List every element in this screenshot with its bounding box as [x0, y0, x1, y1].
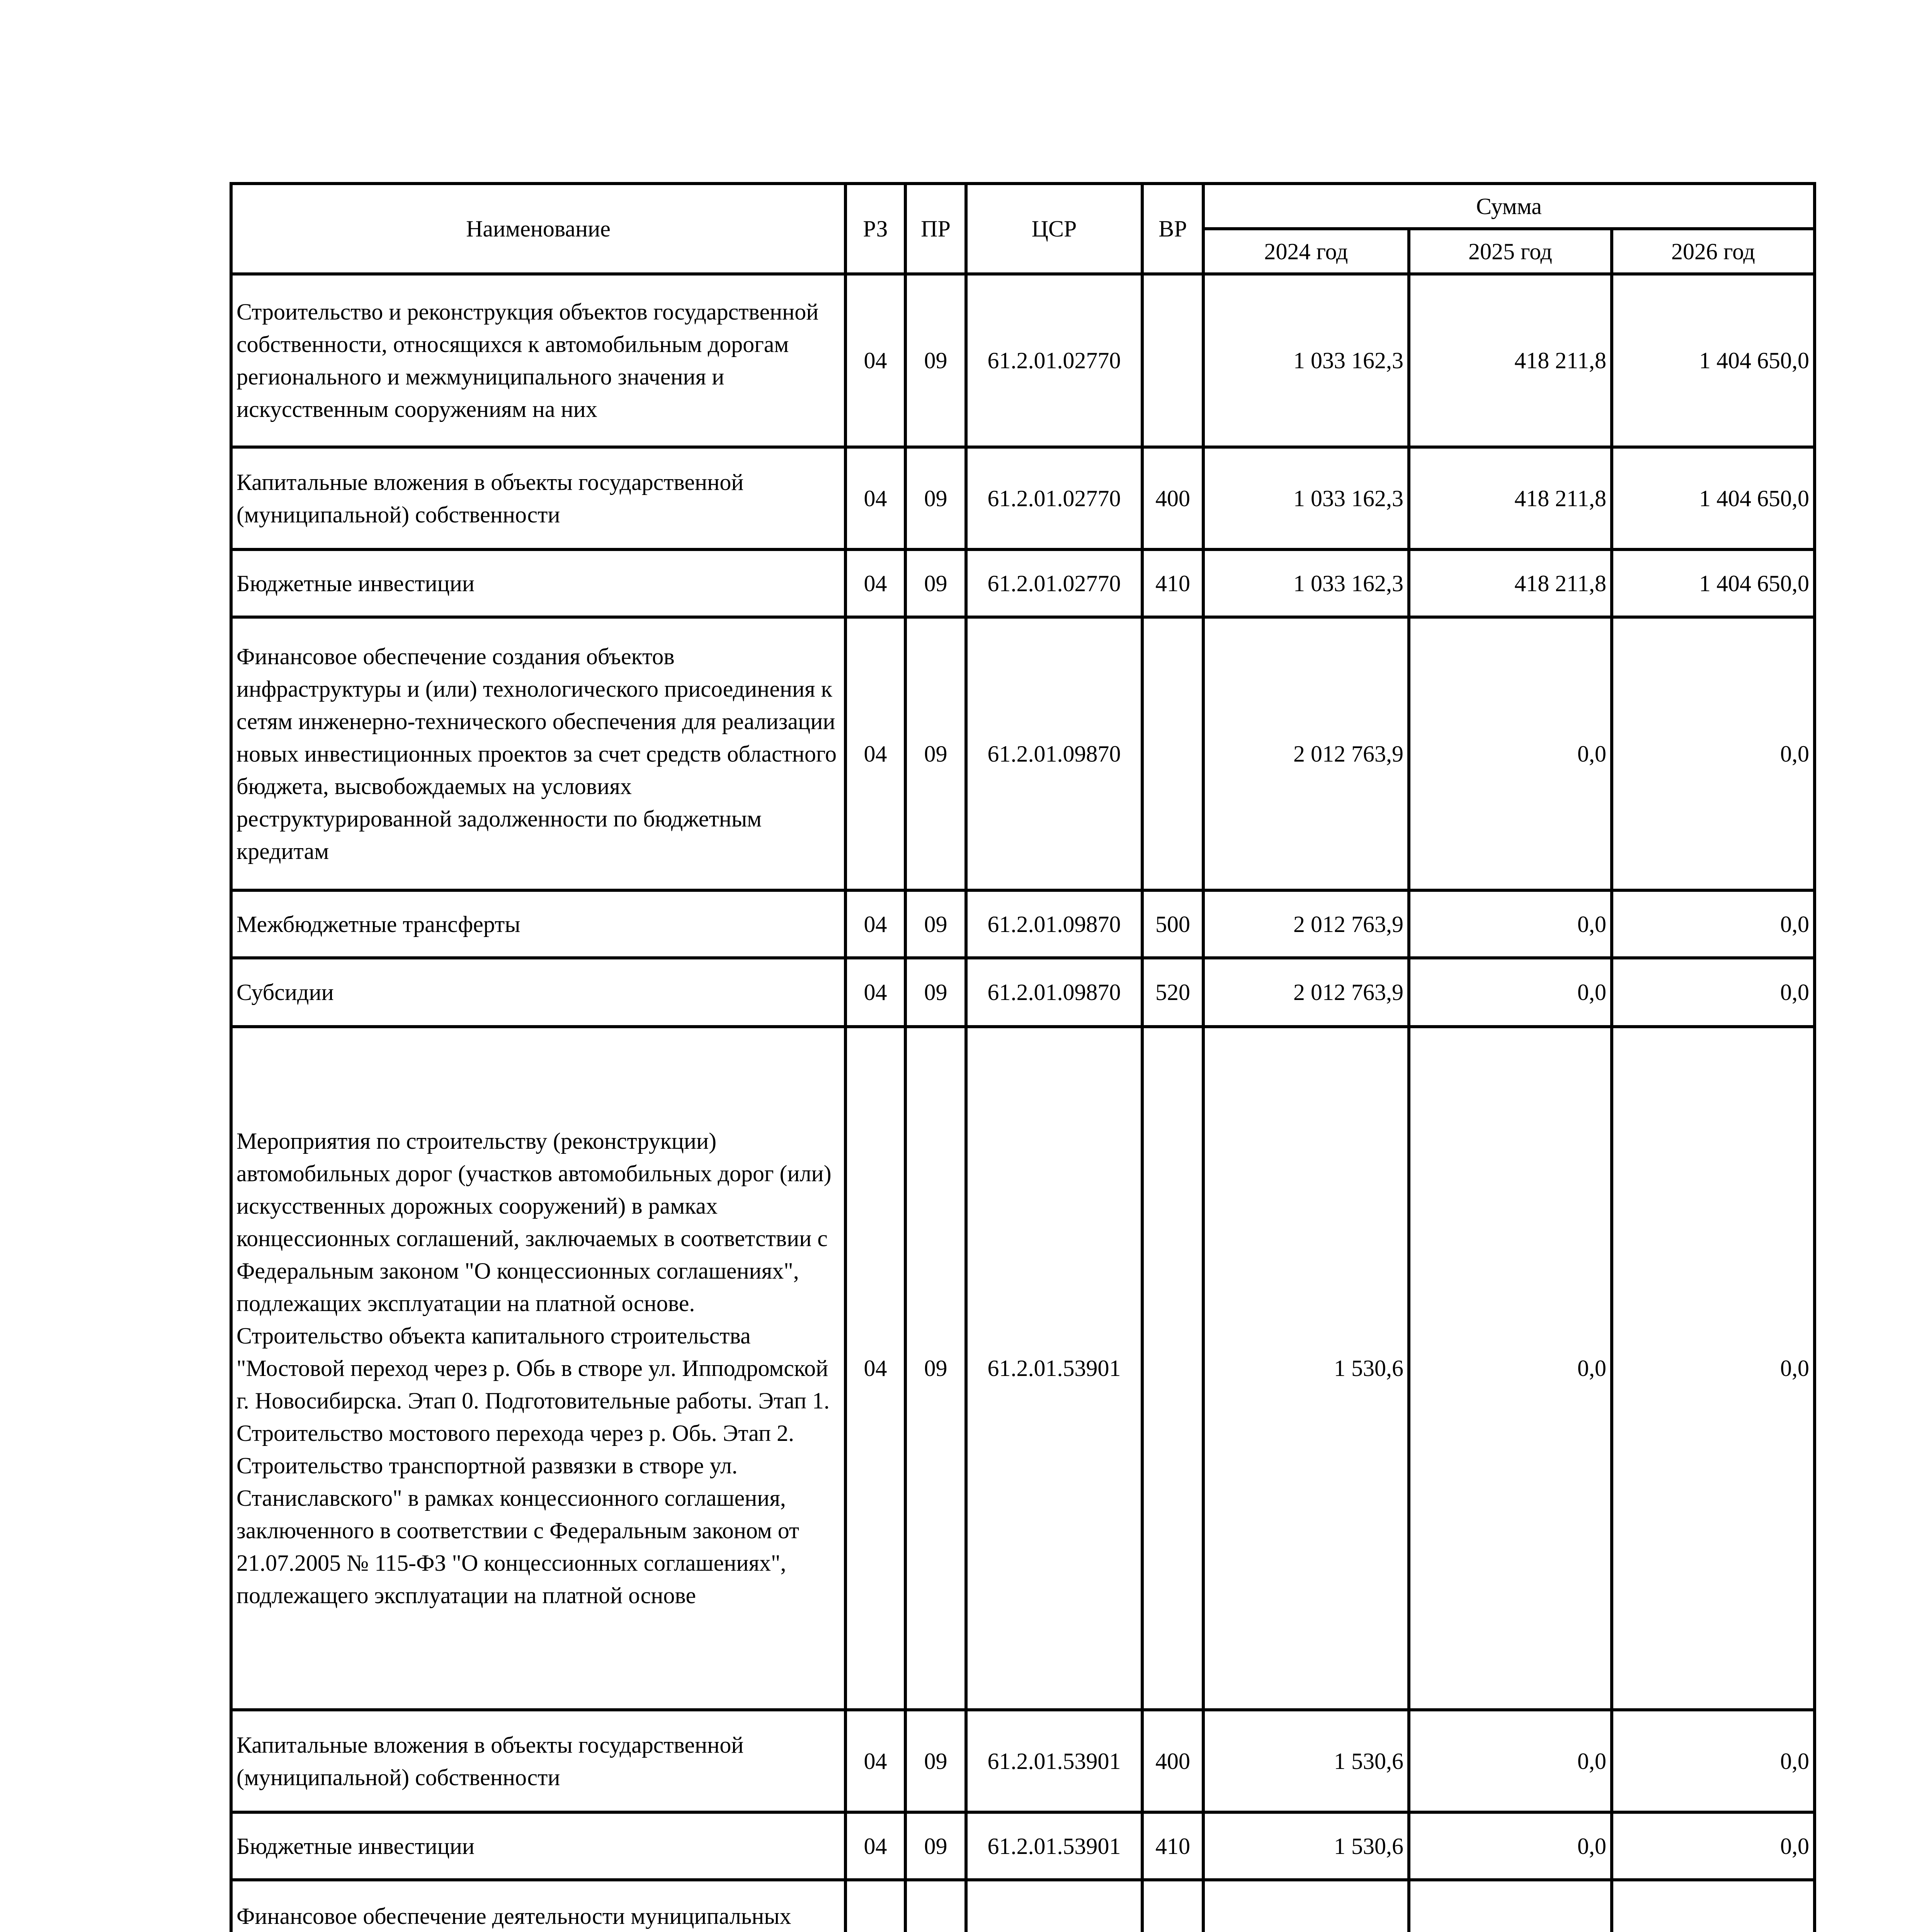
- row-name: Мероприятия по строительству (реконструкции) автомобильных дорог (участков автомобильных дорог (или) искусственных дорожных сооружений) в рамках концессионных соглашений, заключаемых в соответствии с Федеральным законом "О концессионных соглашениях", подлежащих эксплуатации на платной основе. Строительство объекта капитального строительства "Мостовой переход через р. Обь в створе ул. Ипподромской г. Новосибирска. Этап 0. Подготовительные работы. Этап 1. Строительство мостового перехода через р. Обь. Этап 2. Строительство транспортной развязки в створе ул. Станиславского" в рамках концессионного соглашения, заключенного в соответствии с Федеральным законом от 21.07.2005 № 115-ФЗ "О концессионных соглашениях", подлежащего эксплуатации на платной основе: [231, 1027, 845, 1710]
- row-name: Финансовое обеспечение деятельности муниципальных: [231, 1880, 845, 1932]
- row-rz: 04: [845, 1812, 905, 1880]
- row-rz: 04: [845, 890, 905, 958]
- header-vr: ВР: [1142, 184, 1203, 274]
- row-amount-2026: 0,0: [1612, 1027, 1815, 1710]
- budget-table: [230, 182, 1816, 1932]
- table-row: [231, 617, 1815, 890]
- header-rz: РЗ: [845, 184, 905, 274]
- row-amount-2024: 1 530,6: [1203, 1027, 1409, 1710]
- row-name: Межбюджетные трансферты: [231, 890, 845, 958]
- row-csr: 61.2.01.09870: [966, 890, 1142, 958]
- row-name: Капитальные вложения в объекты государственной (муниципальной) собственности: [231, 1710, 845, 1812]
- row-rz: 04: [845, 1027, 905, 1710]
- row-vr: 400: [1142, 1710, 1203, 1812]
- row-pr: [905, 1880, 966, 1932]
- row-rz: 04: [845, 1710, 905, 1812]
- row-csr: 61.2.01.53901: [966, 1812, 1142, 1880]
- header-2024: 2024 год: [1203, 229, 1409, 274]
- row-vr: 410: [1142, 549, 1203, 617]
- row-amount-2024: 1 530,6: [1203, 1812, 1409, 1880]
- row-pr: 09: [905, 1710, 966, 1812]
- row-name: Финансовое обеспечение создания объектов инфраструктуры и (или) технологического присоединения к сетям инженерно-технического обеспечения для реализации новых инвестиционных проектов за счет средств областного бюджета, высвобождаемых на условиях реструктурированной задолженности по бюджетным кредитам: [231, 617, 845, 890]
- table-row: [231, 890, 1815, 958]
- row-csr: 61.2.01.09870: [966, 958, 1142, 1027]
- table-row: [231, 447, 1815, 549]
- table-row: [231, 274, 1815, 447]
- table-row: [231, 1710, 1815, 1812]
- row-amount-2024: 2 012 763,9: [1203, 617, 1409, 890]
- row-rz: 04: [845, 617, 905, 890]
- row-amount-2025: 418 211,8: [1409, 447, 1612, 549]
- header-name: Наименование: [231, 184, 845, 274]
- row-name: Бюджетные инвестиции: [231, 549, 845, 617]
- row-amount-2026: 1 404 650,0: [1612, 447, 1815, 549]
- row-amount-2026: 0,0: [1612, 1812, 1815, 1880]
- row-csr: [966, 1880, 1142, 1932]
- row-amount-2025: 0,0: [1409, 958, 1612, 1027]
- row-vr: 400: [1142, 447, 1203, 549]
- row-name: Строительство и реконструкция объектов государственной собственности, относящихся к автомобильным дорогам регионального и межмуниципального значения и искусственным сооружениям на них: [231, 274, 845, 447]
- row-name: Бюджетные инвестиции: [231, 1812, 845, 1880]
- row-pr: 09: [905, 890, 966, 958]
- row-amount-2025: 0,0: [1409, 1710, 1612, 1812]
- row-amount-2026: 1 404 650,0: [1612, 274, 1815, 447]
- row-amount-2025: 0,0: [1409, 1027, 1612, 1710]
- row-csr: 61.2.01.09870: [966, 617, 1142, 890]
- row-vr: [1142, 1880, 1203, 1932]
- row-name: Капитальные вложения в объекты государственной (муниципальной) собственности: [231, 447, 845, 549]
- row-amount-2026: 1 404 650,0: [1612, 549, 1815, 617]
- row-rz: 04: [845, 549, 905, 617]
- row-amount-2024: 1 033 162,3: [1203, 447, 1409, 549]
- row-rz: 04: [845, 447, 905, 549]
- table-row: [231, 1880, 1815, 1932]
- row-amount-2025: 0,0: [1409, 890, 1612, 958]
- row-rz: 04: [845, 274, 905, 447]
- header-csr: ЦСР: [966, 184, 1142, 274]
- row-rz: [845, 1880, 905, 1932]
- header-2025: 2025 год: [1409, 229, 1612, 274]
- row-amount-2024: 1 033 162,3: [1203, 274, 1409, 447]
- table-row: [231, 1027, 1815, 1710]
- row-amount-2024: [1203, 1880, 1409, 1932]
- row-amount-2024: 1 530,6: [1203, 1710, 1409, 1812]
- row-amount-2026: 0,0: [1612, 958, 1815, 1027]
- header-sum: Сумма: [1203, 184, 1815, 229]
- row-vr: [1142, 274, 1203, 447]
- row-pr: 09: [905, 958, 966, 1027]
- row-amount-2024: 2 012 763,9: [1203, 890, 1409, 958]
- row-vr: 500: [1142, 890, 1203, 958]
- row-vr: 520: [1142, 958, 1203, 1027]
- row-amount-2025: 418 211,8: [1409, 549, 1612, 617]
- table-row: [231, 1812, 1815, 1880]
- row-name: Субсидии: [231, 958, 845, 1027]
- row-amount-2026: 0,0: [1612, 890, 1815, 958]
- header-2026: 2026 год: [1612, 229, 1815, 274]
- row-amount-2026: 0,0: [1612, 617, 1815, 890]
- row-csr: 61.2.01.02770: [966, 549, 1142, 617]
- row-amount-2025: [1409, 1880, 1612, 1932]
- row-pr: 09: [905, 447, 966, 549]
- row-amount-2026: [1612, 1880, 1815, 1932]
- row-vr: 410: [1142, 1812, 1203, 1880]
- table-row: [231, 549, 1815, 617]
- row-amount-2025: 418 211,8: [1409, 274, 1612, 447]
- row-csr: 61.2.01.02770: [966, 274, 1142, 447]
- row-amount-2024: 2 012 763,9: [1203, 958, 1409, 1027]
- row-pr: 09: [905, 274, 966, 447]
- row-amount-2024: 1 033 162,3: [1203, 549, 1409, 617]
- row-pr: 09: [905, 1812, 966, 1880]
- row-csr: 61.2.01.53901: [966, 1710, 1142, 1812]
- row-amount-2025: 0,0: [1409, 617, 1612, 890]
- row-vr: [1142, 617, 1203, 890]
- row-rz: 04: [845, 958, 905, 1027]
- table-row: [231, 958, 1815, 1027]
- row-amount-2026: 0,0: [1612, 1710, 1815, 1812]
- row-vr: [1142, 1027, 1203, 1710]
- row-amount-2025: 0,0: [1409, 1812, 1612, 1880]
- row-pr: 09: [905, 617, 966, 890]
- table-body: [231, 274, 1815, 1932]
- row-pr: 09: [905, 1027, 966, 1710]
- header-pr: ПР: [905, 184, 966, 274]
- row-csr: 61.2.01.53901: [966, 1027, 1142, 1710]
- row-pr: 09: [905, 549, 966, 617]
- row-csr: 61.2.01.02770: [966, 447, 1142, 549]
